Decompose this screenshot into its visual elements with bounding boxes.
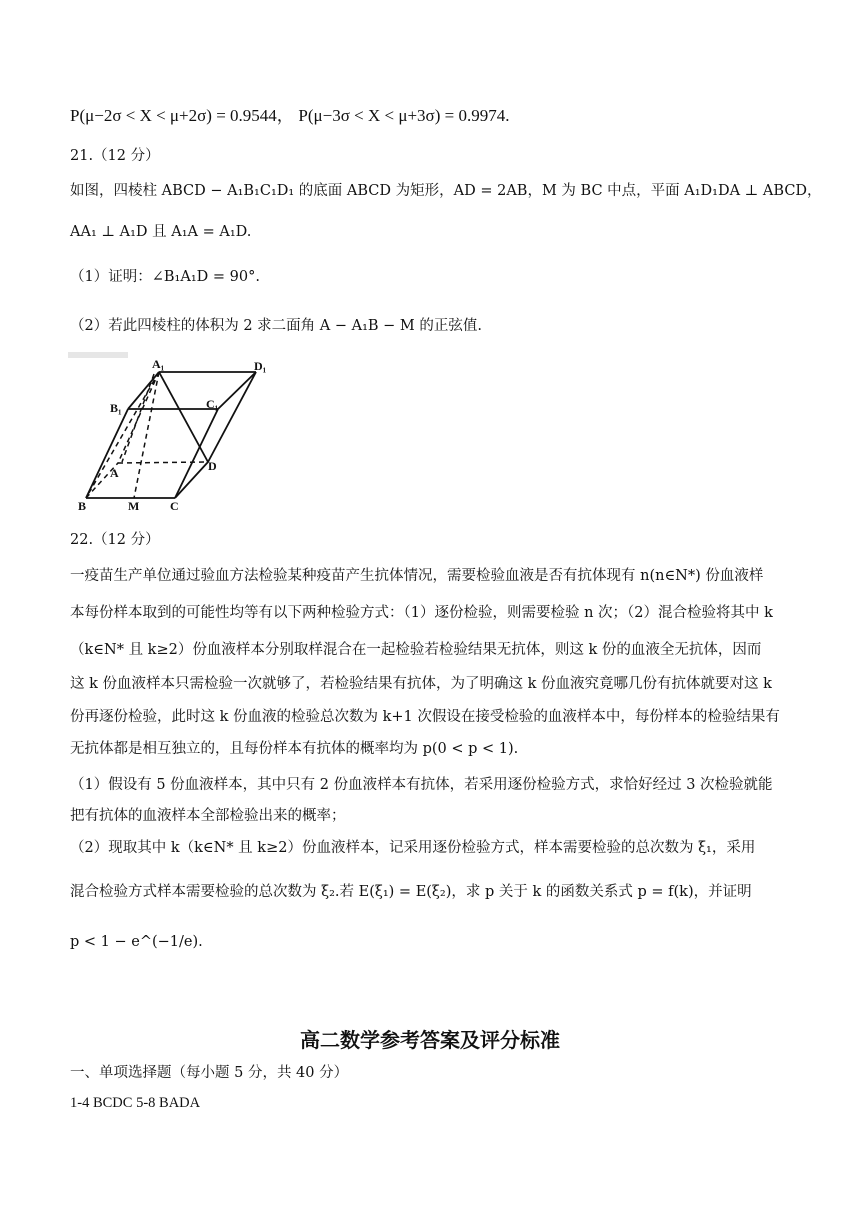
q21-part1: （1）证明：∠B₁A₁D = 90°.	[70, 269, 260, 285]
q22-part1-line1: （1）假设有 5 份血液样本，其中只有 2 份血液样本有抗体，若采用逐份检验方式，求恰好经过 3 次检验就能	[70, 777, 773, 793]
label-B1: B₁	[110, 401, 122, 415]
q22-line3: （k∈N* 且 k≥2）份血液样本分别取样混合在一起检验若检验结果无抗体，则这 k 份的血液全无抗体，因而	[70, 642, 762, 658]
label-C: C	[170, 499, 179, 513]
answers-line: 1-4 BCDC 5-8 BADA	[70, 1095, 201, 1111]
q22-line1: 一疫苗生产单位通过验血方法检验某种疫苗产生抗体情况，需要检验血液是否有抗体现有 n(n∈N*) 份血液样	[70, 568, 764, 584]
q22-part1-line2: 把有抗体的血液样本全部检验出来的概率；	[70, 808, 346, 824]
label-D1: D₁	[254, 359, 267, 373]
q22-line2: 本每份样本取到的可能性均等有以下两种检验方式：（1）逐份检验，则需要检验 n 次；（2）混合检验将其中 k	[70, 605, 773, 621]
q22-line5: 份再逐份检验，此时这 k 份血液的检验总次数为 k+1 次假设在接受检验的血液样本中，每份样本的检验结果有	[70, 709, 780, 725]
q21-header: 21.（12 分）	[70, 148, 160, 164]
label-D: D	[208, 459, 217, 473]
formula-2sigma: P(μ−2σ < X < μ+2σ) = 0.9544，	[70, 106, 294, 125]
label-A1: A₁	[152, 357, 165, 371]
label-C1: C₁	[206, 397, 219, 411]
section-single-choice: 一、单项选择题（每小题 5 分，共 40 分）	[70, 1065, 349, 1081]
q22-part2-line1: （2）现取其中 k（k∈N* 且 k≥2）份血液样本，记采用逐份检验方式，样本需要检验的总次数为 ξ₁，采用	[70, 840, 756, 856]
q21-stem-line2: AA₁ ⊥ A₁D 且 A₁A = A₁D.	[70, 224, 252, 240]
label-A: A	[110, 466, 119, 480]
q21-part2: （2）若此四棱柱的体积为 2 求二面角 A − A₁B − M 的正弦值.	[70, 318, 482, 334]
q22-header: 22.（12 分）	[70, 532, 160, 548]
formula-3sigma: P(μ−3σ < X < μ+3σ) = 0.9974.	[298, 106, 510, 125]
q22-line4: 这 k 份血液样本只需检验一次就够了，若检验结果有抗体，为了明确这 k 份血液究竟哪几份有抗体就要对这 k	[70, 676, 772, 692]
q22-line6: 无抗体都是相互独立的，且每份样本有抗体的概率均为 p(0 < p < 1).	[70, 741, 519, 757]
q21-stem-line1: 如图，四棱柱 ABCD − A₁B₁C₁D₁ 的底面 ABCD 为矩形，AD = 2AB，M 为 BC 中点，平面 A₁D₁DA ⊥ ABCD，	[70, 183, 822, 199]
answer-key-title: 高二数学参考答案及评分标准	[300, 1028, 560, 1052]
normal-distribution-formulas	[70, 106, 800, 127]
label-M: M	[128, 499, 140, 513]
prism-figure	[68, 352, 278, 514]
q22-part2-line2: 混合检验方式样本需要检验的总次数为 ξ₂.若 E(ξ₁) = E(ξ₂)，求 p 关于 k 的函数关系式 p = f(k)，并证明	[70, 884, 752, 900]
q22-part2-line3: p < 1 − e^(−1/e).	[70, 934, 203, 950]
label-B: B	[78, 499, 87, 513]
